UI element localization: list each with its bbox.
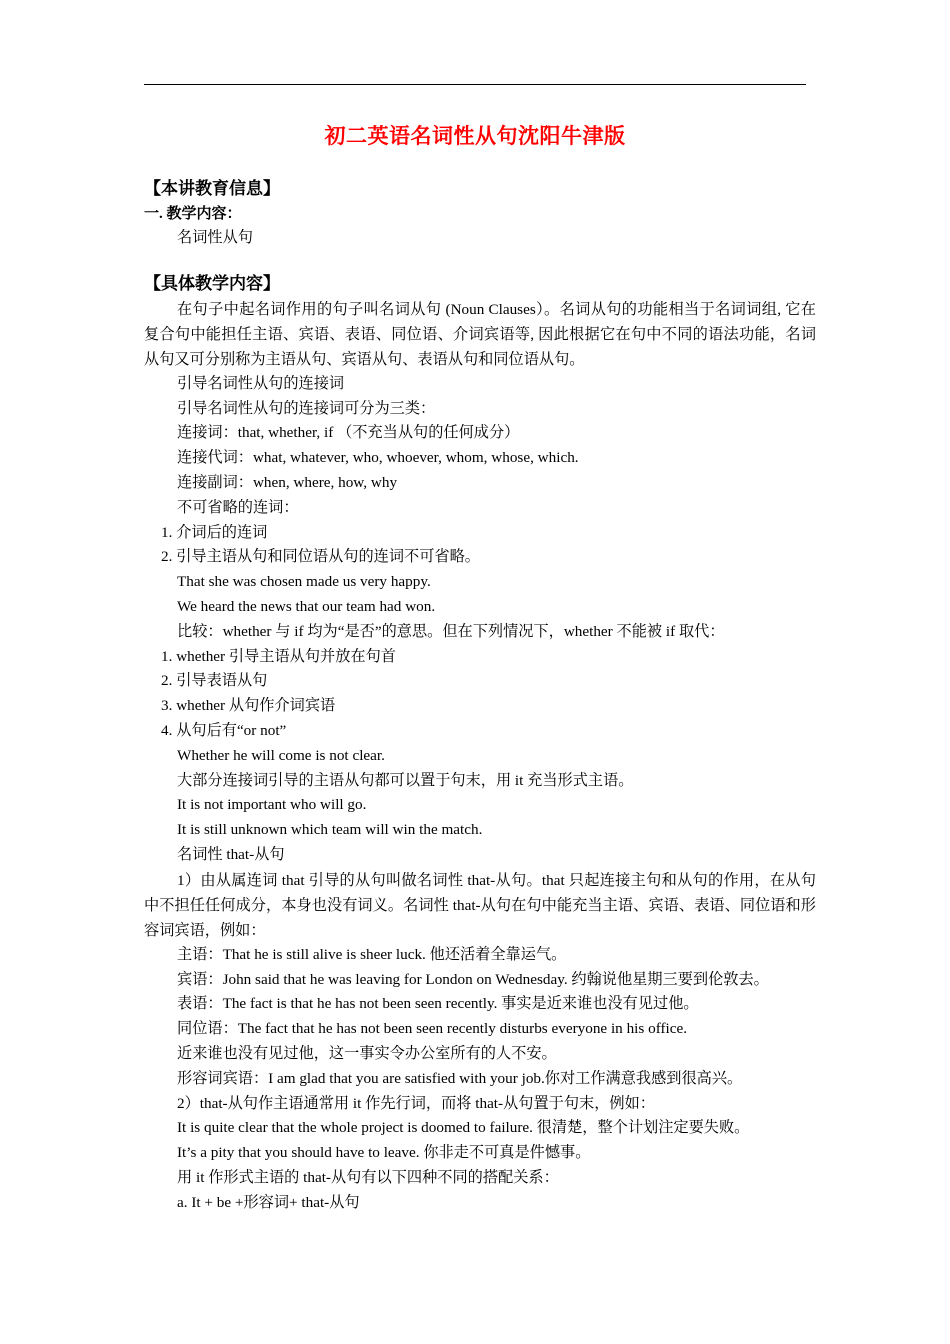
example-line: It’s a pity that you should have to leave. 你非走不可真是件憾事。 — [177, 1144, 591, 1162]
example-line: Whether he will come is not clear. — [177, 746, 385, 764]
text-line: 引导名词性从句的连接词可分为三类： — [177, 399, 436, 417]
example-line: That she was chosen made us very happy. — [177, 573, 431, 591]
header-rule — [144, 84, 806, 85]
numbered-item: 1. whether 引导主语从句并放在句首 — [161, 647, 396, 665]
text-line: 不可省略的连词： — [177, 498, 299, 516]
translation-line: 近来谁也没有见过他，这一事实令办公室所有的人不安。 — [177, 1044, 557, 1062]
example-line: 表语：The fact is that he has not been seen recently. 事实是近来谁也没有见过他。 — [177, 995, 699, 1013]
section-heading-detail: 【具体教学内容】 — [144, 273, 280, 293]
document-title: 初二英语名词性从句沈阳牛津版 — [324, 124, 626, 148]
numbered-item: 1. 介词后的连词 — [161, 523, 268, 541]
text-line: 连接副词：when, where, how, why — [177, 473, 398, 491]
numbered-item: 2. 引导表语从句 — [161, 672, 268, 690]
subsection-heading-content: 一. 教学内容： — [144, 206, 242, 222]
text-line: 连接代词：what, whatever, who, whoever, whom, whose, which. — [177, 449, 579, 467]
example-line: 同位语：The fact that he has not been seen recently disturbs everyone in his office. — [177, 1020, 688, 1038]
example-line: It is still unknown which team will win the match. — [177, 821, 483, 839]
text-line: 比较：whether 与 if 均为“是否”的意思。但在下列情况下，whether 不能被 if 取代： — [177, 622, 725, 640]
text-line: 连接词：that, whether, if （不充当从句的任何成分） — [177, 424, 520, 442]
pattern-line: a. It + be +形容词+ that-从句 — [177, 1193, 360, 1211]
numbered-item: 4. 从句后有“or not” — [161, 721, 287, 739]
example-line: It is not important who will go. — [177, 796, 367, 814]
example-line: 形容词宾语：I am glad that you are satisfied with your job.你对工作满意我感到很高兴。 — [177, 1069, 743, 1087]
example-line: 宾语：John said that he was leaving for London on Wednesday. 约翰说他星期三要到伦敦去。 — [177, 970, 769, 988]
that-clause-paragraph: 1）由从属连词 that 引导的从句叫做名词性 that-从句。that 只起连接主句和从句的作用，在从句中不担任任何成分，本身也没有词义。名词性 that-从句在句中能充当主语、宾语、表语、同位语和形容词宾语，例如： — [144, 871, 816, 939]
example-line: We heard the news that our team had won. — [177, 597, 436, 615]
section-heading-info: 【本讲教育信息】 — [144, 179, 280, 198]
example-line: It is quite clear that the whole project is doomed to failure. 很清楚，整个计划注定要失败。 — [177, 1119, 750, 1137]
intro-paragraph: 在句子中起名词作用的句子叫名词从句 (Noun Clauses）。名词从句的功能相当于名词词组, 它在复合句中能担任主语、宾语、表语、同位语、介词宾语等, 因此根据它在句中不同的语法功能，名词从句又可分别称为主语从句、宾语从句、表语从句和同位语从句。 — [144, 300, 816, 368]
text-line: 用 it 作形式主语的 that-从句有以下四种不同的搭配关系： — [177, 1168, 559, 1186]
numbered-item: 3. whether 从句作介词宾语 — [161, 697, 336, 715]
numbered-item: 2. 引导主语从句和同位语从句的连词不可省略。 — [161, 548, 480, 566]
topic-line: 名词性从句 — [177, 229, 253, 246]
document-body — [144, 176, 816, 1216]
text-line: 大部分连接词引导的主语从句都可以置于句末，用 it 充当形式主语。 — [177, 771, 634, 789]
text-line: 引导名词性从句的连接词 — [177, 374, 345, 392]
text-line: 名词性 that-从句 — [177, 845, 285, 863]
text-line: 2）that-从句作主语通常用 it 作先行词，而将 that-从句置于句末，例如： — [177, 1094, 655, 1112]
example-line: 主语：That he is still alive is sheer luck. 他还活着全靠运气。 — [177, 945, 567, 963]
